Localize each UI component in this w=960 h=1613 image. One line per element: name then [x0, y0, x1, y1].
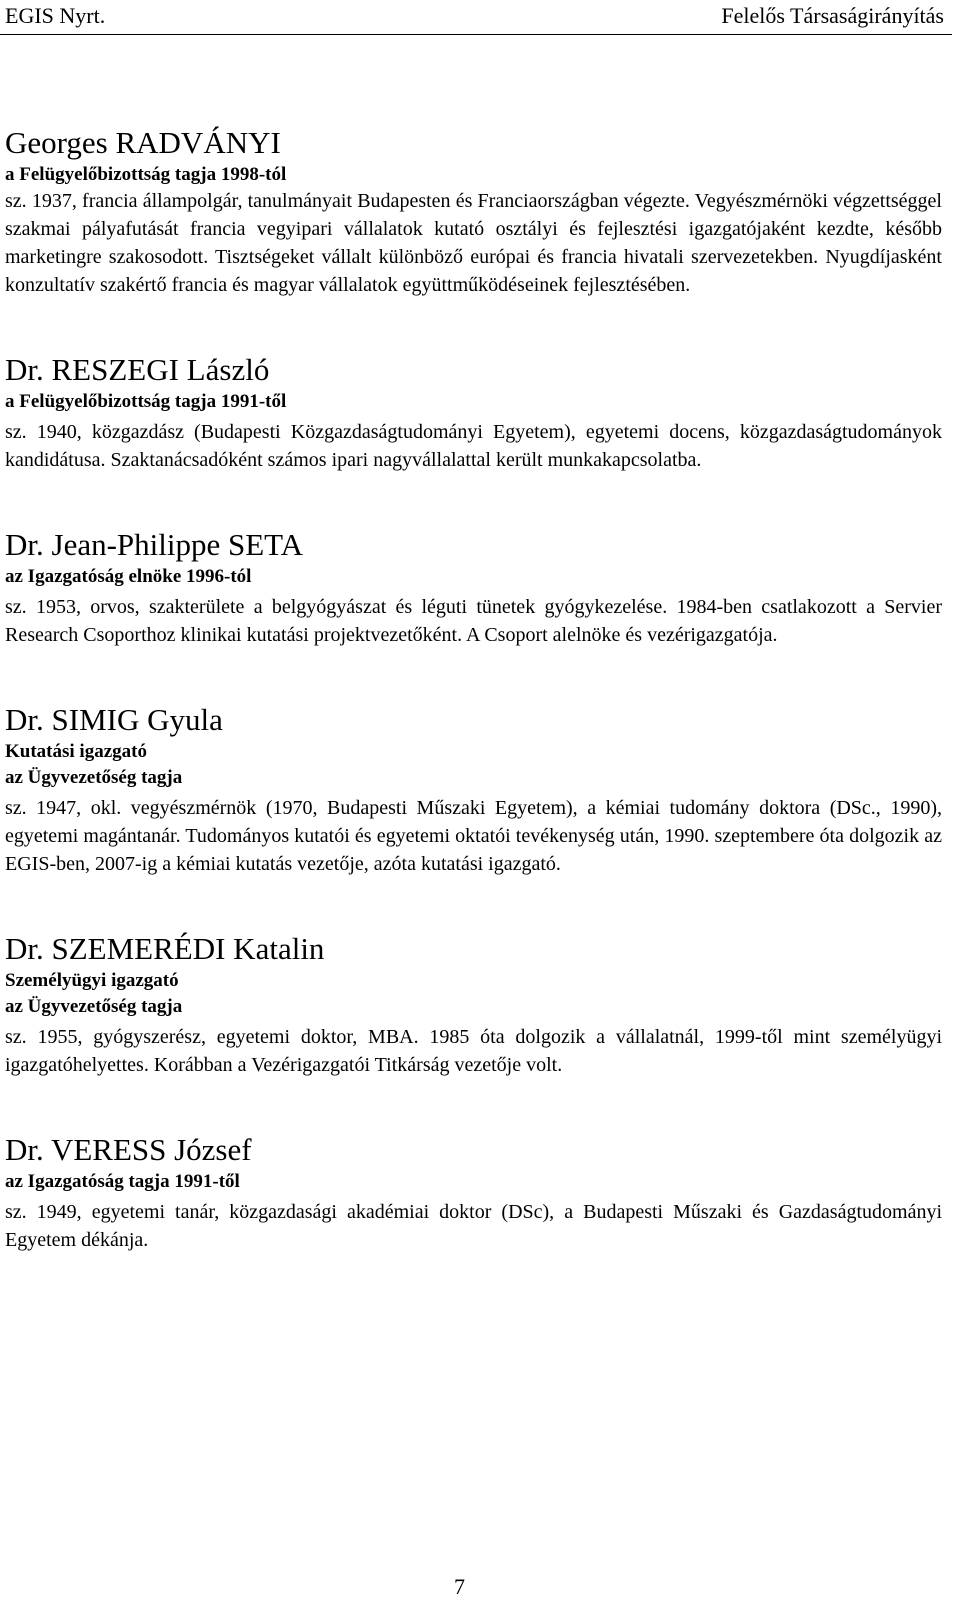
page-header [0, 0, 952, 35]
person-role: az Igazgatóság tagja 1991-től [5, 1171, 240, 1192]
profiles-list [5, 125, 942, 1307]
person-role: Kutatási igazgató [5, 741, 147, 762]
person-role: a Felügyelőbizottság tagja 1998-tól [5, 164, 287, 185]
person-role: az Igazgatóság elnöke 1996-tól [5, 566, 252, 587]
person-name: Dr. SZEMERÉDI Katalin [5, 931, 325, 966]
person-bio: sz. 1949, egyetemi tanár, közgazdasági akadémiai doktor (DSc), a Budapesti Műszaki és Gazdaságtudományi Egyetem dékánja. [5, 1201, 942, 1251]
profile-seta [5, 527, 942, 649]
person-bio: sz. 1953, orvos, szakterülete a belgyógyászat és léguti tünetek gyógykezelése. 1984-ben csatlakozott a Servier Research Csoporthoz klinikai kutatási projektvezetőként. A Csoport alelnöke és vezérigazgatója. [5, 596, 942, 646]
page-number: 7 [454, 1574, 465, 1599]
profile-simig [5, 702, 942, 878]
person-name: Dr. RESZEGI László [5, 352, 270, 387]
profile-reszegi [5, 352, 942, 474]
person-role: az Ügyvezetőség tagja [5, 767, 183, 788]
section-title: Felelős Társaságirányítás [721, 3, 944, 28]
person-name: Georges RADVÁNYI [5, 125, 281, 160]
person-bio: sz. 1937, francia állampolgár, tanulmányait Budapesten és Franciaországban végezte. Vegyészmérnöki végzettséggel szakmai pályafutását francia vegyipari vállalatok kutató osztályi és fejlesztési igazgatójaként kezdte, később marketingre szakosodott. Tisztségeket vállalt különböző európai és francia hivatali szervezetekben. Nyugdíjasként konzultatív szakértő francia és magyar vállalatok együttműködéseinek fejlesztésében. [5, 190, 942, 296]
person-name: Dr. SIMIG Gyula [5, 702, 223, 737]
profile-szemeredi [5, 931, 942, 1079]
person-name: Dr. VERESS József [5, 1132, 252, 1167]
person-bio: sz. 1940, közgazdász (Budapesti Közgazdaságtudományi Egyetem), egyetemi docens, közgazdaságtudományok kandidátusa. Szaktanácsadóként számos ipari nagyvállalattal került munkakapcsolatba. [5, 421, 942, 471]
person-role: az Ügyvezetőség tagja [5, 996, 183, 1017]
person-name: Dr. Jean-Philippe SETA [5, 527, 304, 562]
person-role: a Felügyelőbizottság tagja 1991-től [5, 391, 287, 412]
person-bio: sz. 1947, okl. vegyészmérnök (1970, Budapesti Műszaki Egyetem), a kémiai tudomány doktora (DSc., 1990), egyetemi magántanár. Tudományos kutatói és egyetemi oktatói tevékenység után, 1990. szeptembere óta dolgozik az EGIS-ben, 2007-ig a kémiai kutatás vezetője, azóta kutatási igazgató. [5, 797, 942, 875]
profile-veress [5, 1132, 942, 1254]
person-role: Személyügyi igazgató [5, 970, 179, 991]
company-name: EGIS Nyrt. [5, 3, 106, 28]
person-bio: sz. 1955, gyógyszerész, egyetemi doktor, MBA. 1985 óta dolgozik a vállalatnál, 1999-től mint személyügyi igazgatóhelyettes. Korábban a Vezérigazgatói Titkárság vezetője volt. [5, 1026, 942, 1076]
profile-radvanyi [5, 125, 942, 299]
